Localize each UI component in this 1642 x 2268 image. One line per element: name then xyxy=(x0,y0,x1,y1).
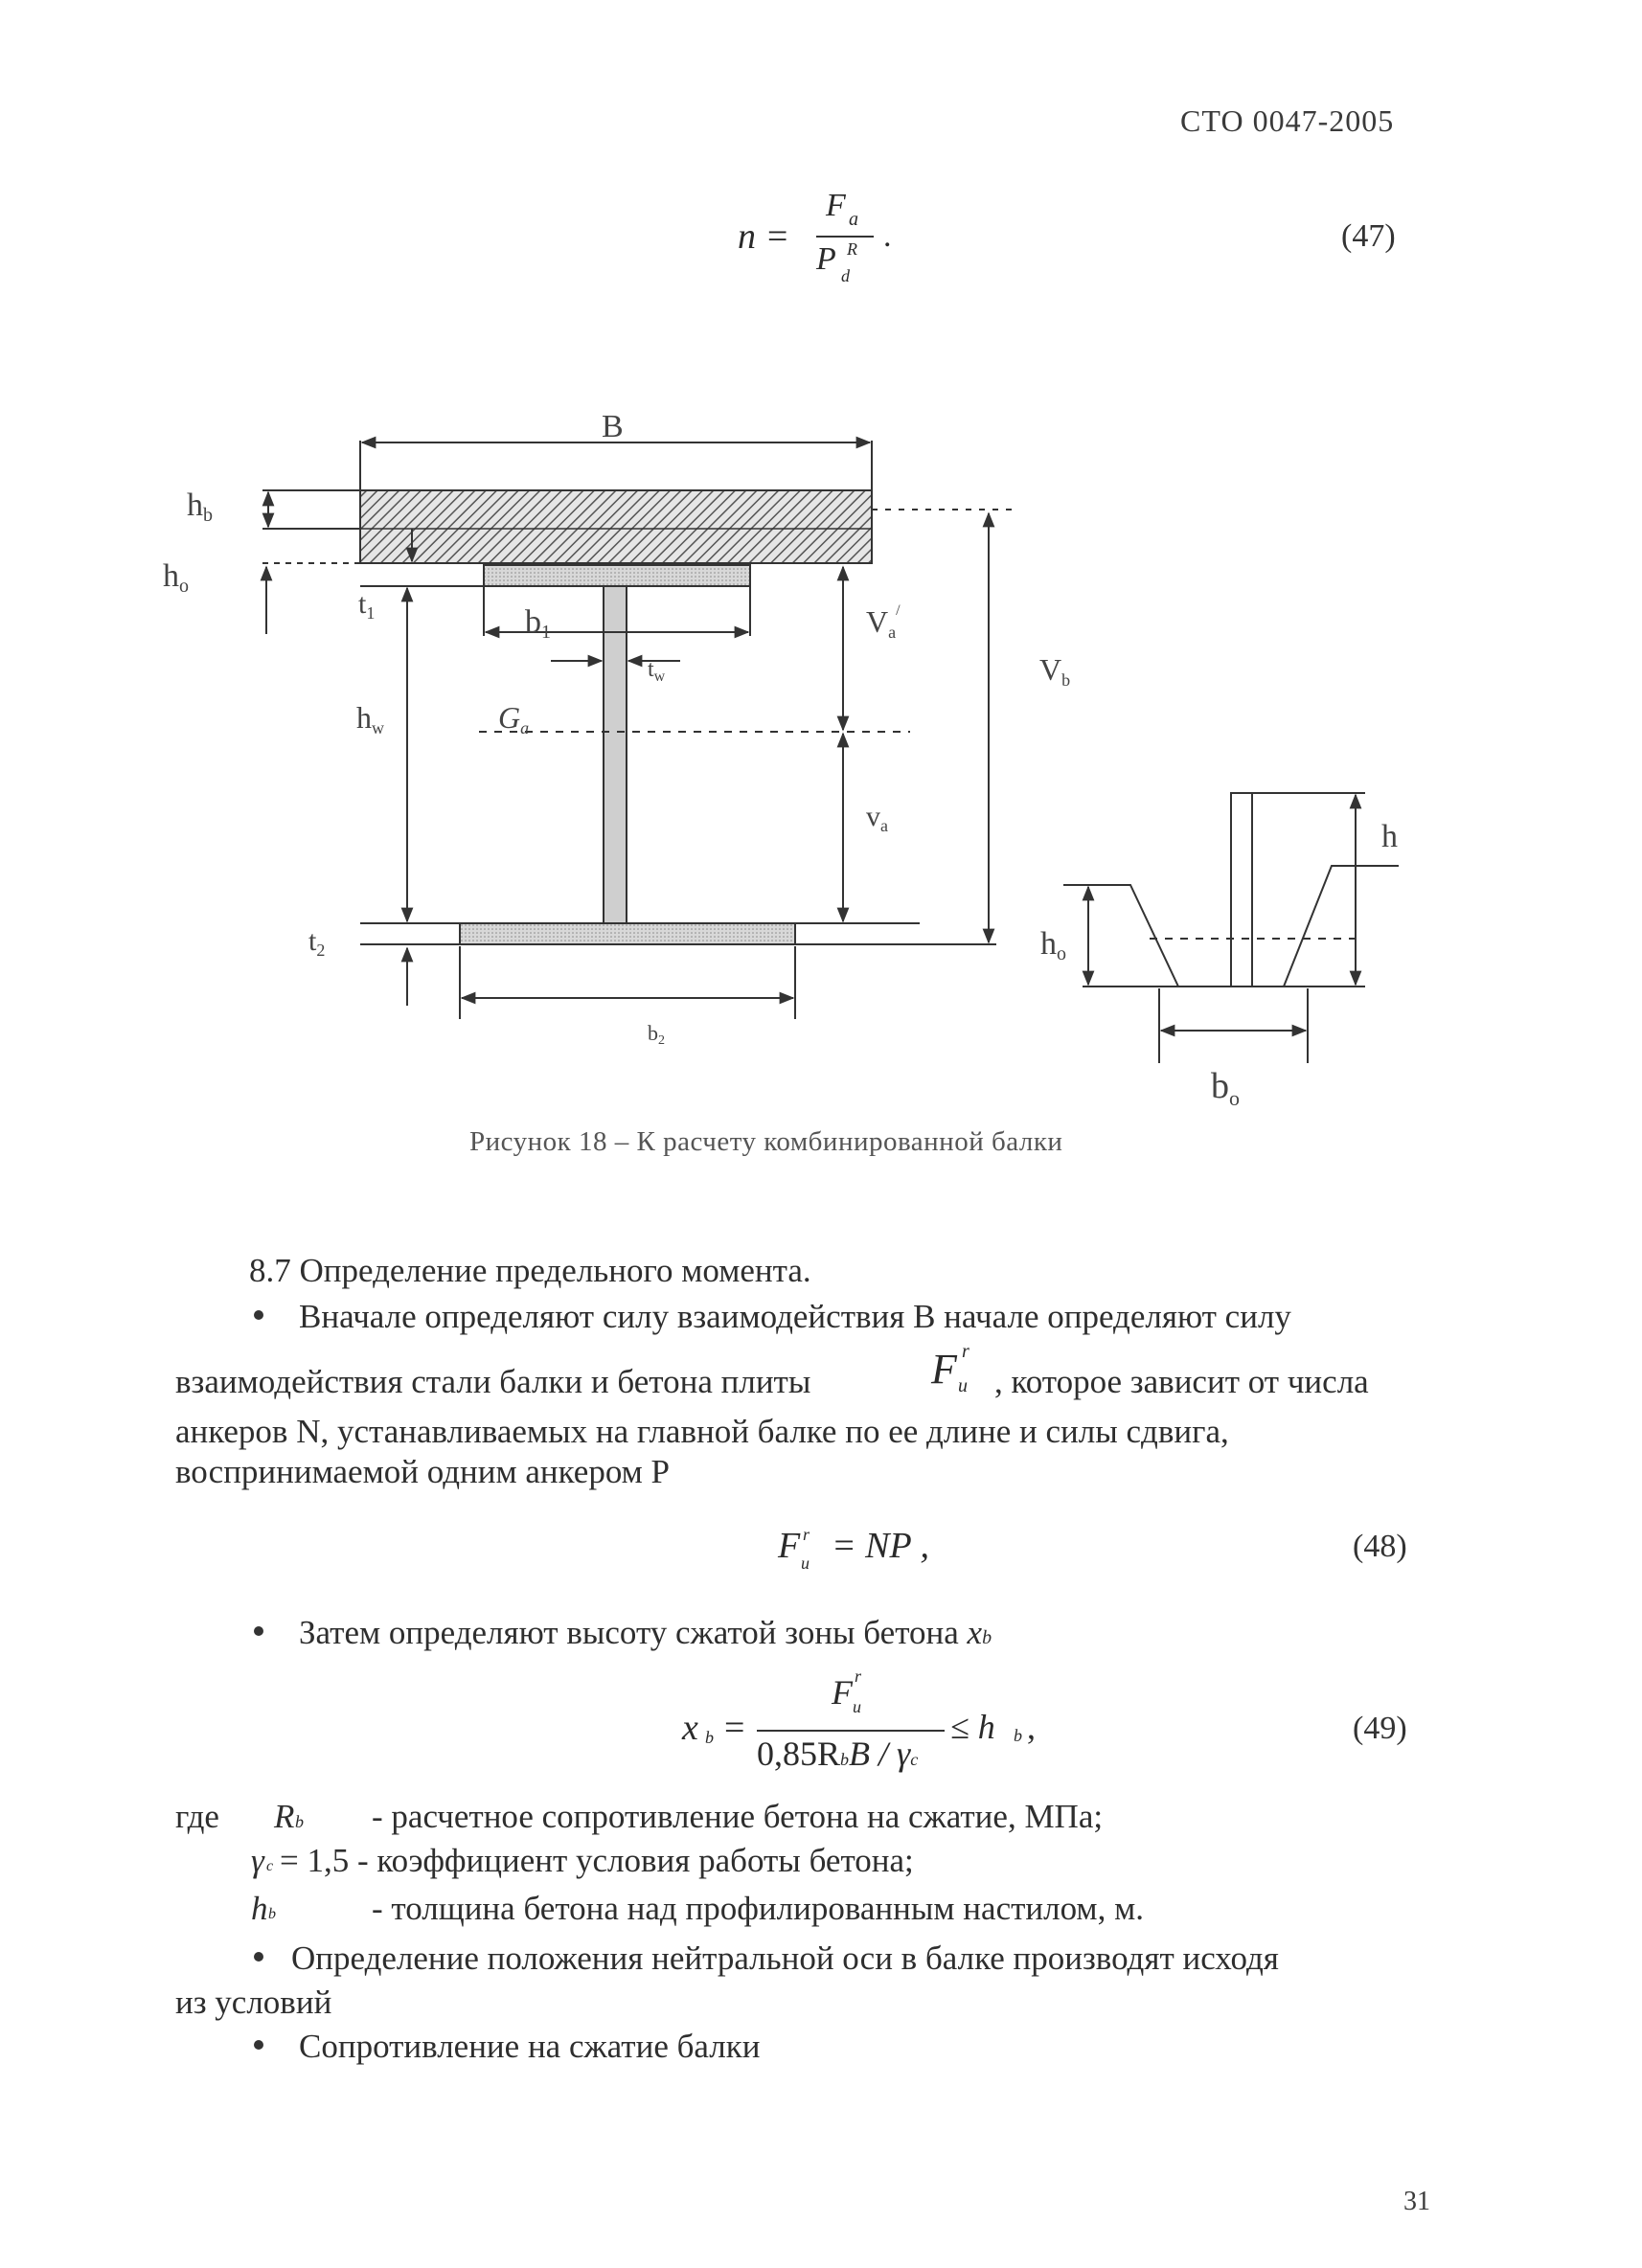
formula-49-tail: , xyxy=(1027,1708,1036,1746)
formula-47-number: (47) xyxy=(1341,218,1396,254)
paragraph-3-line-2: из условий xyxy=(175,1984,332,2021)
formula-48-lhs-sup: r xyxy=(803,1525,810,1544)
label-Ga: Ga xyxy=(498,700,530,737)
page-number: 31 xyxy=(1403,2187,1430,2216)
bullet-dot xyxy=(254,1952,263,1962)
paragraph-1-line-2a: взаимодействия стали балки и бетона плиты xyxy=(175,1363,811,1400)
document-code: СТО 0047-2005 xyxy=(1180,103,1395,138)
formula-47-num-sub: a xyxy=(849,209,858,230)
paragraph-1-line-4: воспринимаемой одним анкером P xyxy=(175,1453,671,1490)
formula-49-eq: = xyxy=(724,1708,745,1748)
label-Vb: Vb xyxy=(1039,652,1071,690)
where-item-3-symbol: h xyxy=(251,1890,268,1927)
formula-47-den: P xyxy=(816,241,836,277)
formula-49-lhs-sub: b xyxy=(705,1728,714,1747)
paragraph-1-line-2b: , которое зависит от числа xyxy=(994,1363,1369,1400)
label-hw: hw xyxy=(356,700,384,737)
figure-caption: Рисунок 18 – К расчету комбинированной балки xyxy=(469,1126,1063,1157)
paragraph-3-line-1: Определение положения нейтральной оси в балке производят исходя xyxy=(291,1939,1279,1977)
formula-48-number: (48) xyxy=(1353,1529,1407,1564)
formula-49-rhs-sub: b xyxy=(1014,1726,1022,1745)
where-item-1-text: - расчетное сопротивление бетона на сжатие, МПа; xyxy=(372,1798,1104,1835)
formula-49-num-sub: u xyxy=(853,1697,861,1716)
formula-48-lhs-sub: u xyxy=(801,1554,810,1573)
formula-48-lhs: F xyxy=(778,1526,801,1566)
formula-47-num: F xyxy=(826,188,846,223)
where-item-1-sub: b xyxy=(295,1812,304,1831)
formula-49-lhs: x xyxy=(682,1708,698,1748)
symbol-xb: x xyxy=(967,1614,983,1651)
label-ho-right: ho xyxy=(1040,926,1066,964)
where-item-2-text: = 1,5 - коэффициент условия работы бетона; xyxy=(280,1842,914,1879)
label-b2: b2 xyxy=(648,1021,665,1048)
formula-49-num: F xyxy=(832,1673,853,1712)
label-va: $v_a$ xyxy=(866,801,888,835)
concrete-slab xyxy=(360,490,872,563)
formula-47-den-sub: d xyxy=(841,266,850,285)
where-label: где xyxy=(175,1798,219,1835)
paragraph-4: Сопротивление на сжатие балки xyxy=(299,2028,761,2065)
label-ho: ho xyxy=(163,558,189,597)
symbol-Fu-r-sup: r xyxy=(962,1341,969,1362)
label-Va-prime: Va/ xyxy=(866,602,901,642)
bullet-dot xyxy=(254,2040,263,2050)
paragraph-2: Затем определяют высоту сжатой зоны бетона xb xyxy=(299,1614,992,1651)
where-item-1-symbol: R xyxy=(274,1798,295,1835)
label-b1: b1 xyxy=(525,604,551,643)
symbol-Fu-r-sub: u xyxy=(958,1375,968,1396)
paragraph-1-line-1: Вначале определяют силу взаимодействия В начале определяют силу xyxy=(299,1298,1291,1335)
label-h: h xyxy=(1381,819,1398,854)
label-t1: $t_1$ xyxy=(358,588,376,623)
section-title: 8.7 Определение предельного момента. xyxy=(249,1252,811,1289)
label-B: B xyxy=(602,409,624,444)
symbol-Fu-r: F xyxy=(931,1346,957,1393)
label-hb: hb xyxy=(187,488,213,526)
formula-47-lhs: n = xyxy=(738,216,790,257)
bullet-dot xyxy=(254,1626,263,1636)
where-item-3-text: - толщина бетона над профилированным настилом, м. xyxy=(372,1890,1144,1927)
label-bo: $b_o$ xyxy=(1211,1066,1240,1110)
label-t2: $t_2$ xyxy=(308,925,326,960)
paragraph-1-line-3: анкеров N, устанавливаемых на главной балке по ее длине и силы сдвига, xyxy=(175,1413,1229,1450)
formula-49-num-sup: r xyxy=(855,1667,862,1686)
formula-47-den-sup: R xyxy=(847,239,857,259)
formula-47-tail: . xyxy=(883,218,892,254)
where-item-2-symbol: γ xyxy=(251,1842,264,1879)
where-item-3-sub: b xyxy=(268,1906,276,1922)
formula-49-fraction-line xyxy=(757,1730,945,1732)
formula-49-rhs: ≤ h xyxy=(950,1708,995,1746)
formula-49-number: (49) xyxy=(1353,1711,1407,1746)
bullet-dot xyxy=(254,1310,263,1320)
label-tw: $t_w$ xyxy=(648,657,666,685)
where-item-2-sub: c xyxy=(266,1858,274,1874)
symbol-xb-sub: b xyxy=(982,1627,992,1648)
formula-48-rhs: = NP , xyxy=(832,1526,930,1566)
formula-49-den: 0,85RbB / γc xyxy=(757,1735,919,1773)
